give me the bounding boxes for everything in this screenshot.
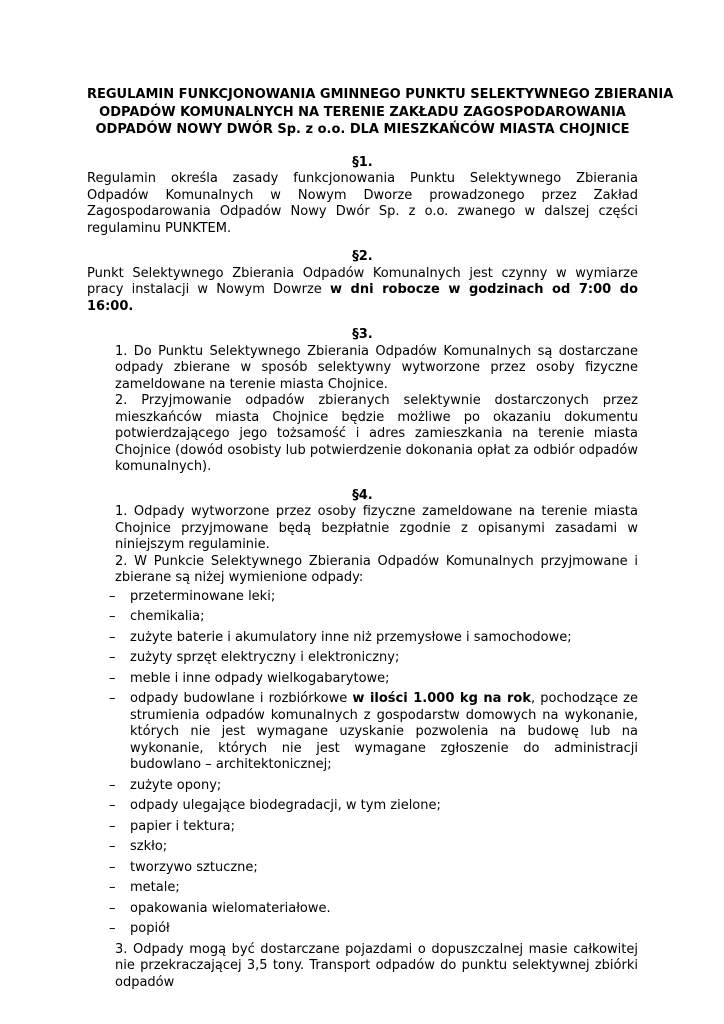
- section-3-paragraph-2: 2. Przyjmowanie odpadów zbieranych selektywnie dostarczonych przez mieszkańców miasta Chojnice będzie możliwe po okazaniu dokumentu potwierdzającego jego tożsamość i adres zamieszkania na terenie miasta Chojnice (dowód osobisty lub potwierdzenie dokonania opłat za odbiór odpadów komunalnych).: [115, 393, 638, 474]
- dash-marker: –: [109, 839, 116, 854]
- list-item: [87, 798, 638, 815]
- list-item-text: odpady ulegające biodegradacji, w tym zielone;: [130, 798, 441, 813]
- dash-marker: –: [109, 818, 116, 834]
- document-page: [87, 86, 674, 991]
- section-4-paragraph-1: 1. Odpady wytworzone przez osoby fizyczne zameldowane na terenie miasta Chojnice przyjmowane będą bezpłatnie zgodnie z opisanymi zasadami w niniejszym regulaminie.: [115, 504, 638, 552]
- section-2-text-regular: Punkt Selektywnego Zbierania Odpadów Komunalnych jest czynny w wymiarze pracy instalacji w Nowym Dowrze: [87, 265, 638, 297]
- waste-types-list: [87, 589, 638, 938]
- list-item-text: odpady budowlane i rozbiórkowe: [130, 691, 353, 706]
- list-item-text: papier i tektura;: [130, 818, 235, 834]
- list-item-text: szkło;: [130, 839, 168, 854]
- dash-marker: –: [109, 777, 116, 793]
- section-2-hours: w dni robocze w godzinach od 7:00 do 16:00.: [87, 282, 638, 314]
- dash-marker: –: [109, 670, 116, 686]
- dash-marker: –: [109, 900, 116, 916]
- list-item: [87, 839, 638, 856]
- list-item: [87, 630, 638, 647]
- list-item-text: zużyty sprzęt elektryczny i elektroniczny;: [130, 650, 400, 665]
- list-item: [87, 589, 638, 606]
- section-4-heading: §4.: [352, 487, 373, 503]
- dash-marker: –: [109, 921, 116, 936]
- list-item: [87, 691, 638, 774]
- list-item: [87, 880, 638, 897]
- list-item: [87, 860, 638, 877]
- dash-marker: –: [109, 798, 116, 813]
- list-item-text: zużyte baterie i akumulatory inne niż przemysłowe i samochodowe;: [130, 629, 572, 645]
- dash-marker: –: [109, 650, 116, 665]
- section-1-text: Regulamin określa zasady funkcjonowania Punktu Selektywnego Zbierania Odpadów Komunalnych w Nowym Dworze prowadzonego przez Zakład Zagospodarowania Odpadów Nowy Dwór Sp. z o.o. zwanego w dalszej części regulaminu PUNKTEM.: [87, 171, 638, 236]
- list-item-quantity: w ilości 1.000 kg na rok: [352, 691, 531, 706]
- document-title: [87, 86, 674, 139]
- list-item: [87, 778, 638, 795]
- list-item-text: opakowania wielomateriałowe.: [130, 900, 331, 916]
- list-item-text: zużyte opony;: [130, 777, 222, 793]
- section-2-text: [87, 266, 638, 316]
- section-4-paragraph-2: 2. W Punkcie Selektywnego Zbierania Odpadów Komunalnych przyjmowane i zbierane są niżej wymienione odpady:: [115, 553, 638, 585]
- list-item-text: tworzywo sztuczne;: [130, 859, 258, 875]
- section-1-heading: §1.: [352, 154, 373, 170]
- dash-marker: –: [109, 880, 116, 895]
- list-item-text: metale;: [130, 880, 180, 895]
- dash-marker: –: [109, 691, 116, 706]
- list-item: [87, 609, 638, 626]
- list-item-text: popiół: [130, 921, 170, 936]
- title-line-1: REGULAMIN FUNKCJONOWANIA GMINNEGO PUNKTU SELEKTYWNEGO ZBIERANIA: [87, 87, 674, 102]
- dash-marker: –: [109, 629, 116, 645]
- dash-marker: –: [109, 609, 116, 624]
- title-line-3: ODPADÓW NOWY DWÓR Sp. z o.o. DLA MIESZKAŃCÓW MIASTA CHOJNICE: [95, 122, 630, 137]
- list-item: [87, 819, 638, 836]
- section-3-heading: §3.: [352, 327, 373, 342]
- section-2-heading: §2.: [352, 249, 373, 264]
- list-item-text: meble i inne odpady wielkogabarytowe;: [130, 670, 390, 686]
- list-item-text: chemikalia;: [130, 609, 205, 624]
- dash-marker: –: [109, 859, 116, 875]
- section-4-paragraph-3: 3. Odpady mogą być dostarczane pojazdami o dopuszczalnej masie całkowitej nie przekraczającej 3,5 tony. Transport odpadów do punktu selektywnej zbiórki odpadów: [115, 941, 638, 990]
- list-item-text-continued: , pochodzące ze strumienia odpadów komunalnych z gospodarstw domowych na wykonanie, których nie jest wymagane uzyskanie pozwolenia na budowę lub na wykonanie, których nie jest wymagane zgłoszenie do administracji budowlano – architektonicznej;: [130, 691, 639, 772]
- title-line-2: ODPADÓW KOMUNALNYCH NA TERENIE ZAKŁADU ZAGOSPODAROWANIA: [99, 104, 626, 120]
- list-item: [87, 901, 638, 918]
- list-item: [87, 650, 638, 667]
- list-item-text: przeterminowane leki;: [130, 588, 276, 604]
- list-item: [87, 921, 638, 938]
- section-3-paragraph-1: 1. Do Punktu Selektywnego Zbierania Odpadów Komunalnych są dostarczane odpady zbierane w sposób selektywny wytworzone przez osoby fizyczne zameldowane na terenie miasta Chojnice.: [115, 343, 638, 392]
- list-item: [87, 671, 638, 688]
- dash-marker: –: [109, 588, 116, 604]
